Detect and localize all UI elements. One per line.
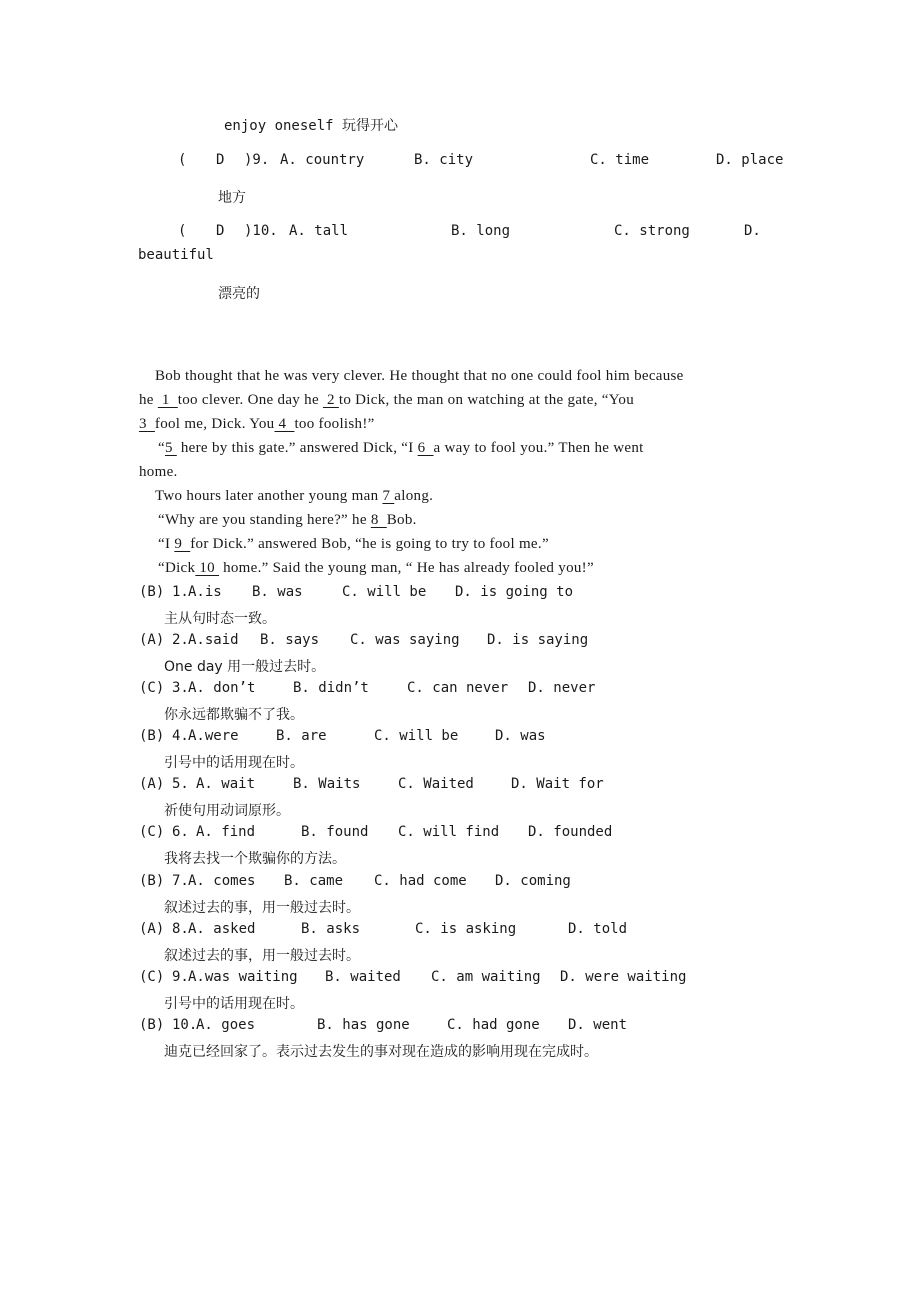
answer-key: D [216,152,225,168]
option-c: C. Waited [398,776,474,792]
blank-2: 2 [322,392,339,408]
answer-key: (B) [139,584,165,600]
option-d: D. founded [528,824,613,840]
text: Two hours later another young man [155,488,383,504]
option-b: B. has gone [317,1017,410,1033]
question-number: 8. [172,921,189,937]
option-a: A. asked [188,921,256,937]
option-c: C. will be [374,728,459,744]
option-a: A.said [188,632,239,648]
passage-line: Bob thought that he was very clever. He thought that no one could fool him because [155,368,684,384]
passage-line [158,439,644,457]
question-number: 6. [172,824,189,840]
blank-1: 1 [157,392,178,408]
blank-10: 10 [195,560,220,576]
answer-key: (C) [139,824,165,840]
translation-note: 漂亮的 [218,286,260,302]
option-a: A. wait [196,776,256,792]
passage-line [158,511,417,529]
option-a: A. find [196,824,256,840]
answer-key: (C) [139,969,165,985]
option-d: D. coming [495,873,571,889]
option-a: A.was waiting [188,969,298,985]
text: “Dick [158,560,196,576]
explanation-note: 叙述过去的事，用一般过去时。 [164,948,360,964]
question-number: 1. [172,584,189,600]
text: he [139,392,158,408]
option-b: B. waited [325,969,401,985]
text: here by this gate.” answered Dick, “I [176,440,418,456]
text: a way to fool you.” Then he went [433,440,644,456]
explanation-note: 主从句时态一致。 [164,611,276,627]
phrase-note: enjoy oneself 玩得开心 [224,118,399,134]
question-number: 7. [172,873,189,889]
question-number: )9. [244,152,270,168]
option-c: C. can never [407,680,509,696]
option-a: A. don’t [188,680,256,696]
text: “I [158,536,175,552]
option-d: D. never [528,680,596,696]
option-d: D. was [495,728,546,744]
option-b: B. Waits [293,776,361,792]
blank-3: 3 [139,416,155,432]
passage-line [139,391,634,409]
option-d: D. is going to [455,584,574,600]
answer-key: (A) [139,632,165,648]
paren-open: ( [178,152,187,168]
text: along. [394,488,434,504]
paren-open: ( [178,223,187,239]
option-c: C. will be [342,584,427,600]
option-b: B. asks [301,921,361,937]
option-a: A.were [188,728,239,744]
answer-key: (B) [139,728,165,744]
option-c: C. is asking [415,921,517,937]
option-b: B. came [284,873,344,889]
question-number: 2. [172,632,189,648]
question-number: )10. [244,223,278,239]
option-a: A.is [188,584,222,600]
explanation-note: 引号中的话用现在时。 [164,996,304,1012]
option-d: D. went [568,1017,628,1033]
explanation-note: 迪克已经回家了。表示过去发生的事对现在造成的影响用现在完成时。 [164,1044,598,1060]
blank-4: 4 [274,416,295,432]
answer-key: D [216,223,225,239]
option-d: D. Wait for [511,776,604,792]
passage-line [139,415,375,433]
option-b: B. was [252,584,303,600]
text: home.” Said the young man, “ He has already fooled you!” [219,560,594,576]
blank-7: 7 [382,488,395,504]
passage-line [158,559,594,577]
question-number: 4. [172,728,189,744]
option-a: A. comes [188,873,256,889]
text: too clever. One day he [177,392,323,408]
option-c: C. had come [374,873,467,889]
text: “ [158,440,165,456]
explanation-note: One day 用一般过去时。 [164,659,326,675]
blank-9: 9 [174,536,191,552]
option-a: A. tall [289,223,349,239]
question-number: 5. [172,776,189,792]
text: to Dick, the man on watching at the gate, “You [338,392,634,408]
blank-6: 6 [417,440,434,456]
passage-line [155,487,433,505]
question-number: 9. [172,969,189,985]
answer-key: (A) [139,776,165,792]
option-d: D. told [568,921,628,937]
option-d-wrap: beautiful [138,247,214,263]
text: fool me, Dick. You [154,416,275,432]
option-b: B. says [260,632,320,648]
option-b: B. long [451,223,511,239]
text: “Why are you standing here?” he [158,512,371,528]
option-c: C. am waiting [431,969,541,985]
option-b: B. didn’t [293,680,369,696]
blank-8: 8 [370,512,387,528]
option-d: D. [744,223,761,239]
option-b: B. city [414,152,474,168]
option-d: D. were waiting [560,969,687,985]
option-c: C. time [590,152,650,168]
text: for Dick.” answered Bob, “he is going to try to fool me.” [190,536,549,552]
option-a: A. country [280,152,365,168]
option-c: C. will find [398,824,500,840]
explanation-note: 祈使句用动词原形。 [164,803,290,819]
option-c: C. was saying [350,632,460,648]
explanation-note: 你永远都欺骗不了我。 [164,707,304,723]
question-number: 10. [172,1017,198,1033]
question-number: 3. [172,680,189,696]
explanation-note: 我将去找一个欺骗你的方法。 [164,851,346,867]
explanation-note: 引号中的话用现在时。 [164,755,304,771]
text: Bob. [386,512,417,528]
option-c: C. strong [614,223,690,239]
passage-line [158,535,549,553]
passage-line: home. [139,464,178,480]
answer-key: (C) [139,680,165,696]
option-b: B. found [301,824,369,840]
explanation-note: 叙述过去的事，用一般过去时。 [164,900,360,916]
option-c: C. had gone [447,1017,540,1033]
text: too foolish!” [294,416,375,432]
option-d: D. is saying [487,632,589,648]
option-b: B. are [276,728,327,744]
option-a: A. goes [196,1017,256,1033]
answer-key: (B) [139,873,165,889]
answer-key: (A) [139,921,165,937]
answer-key: (B) [139,1017,165,1033]
option-d: D. place [716,152,784,168]
translation-note: 地方 [218,190,246,206]
blank-5: 5 [164,440,177,456]
